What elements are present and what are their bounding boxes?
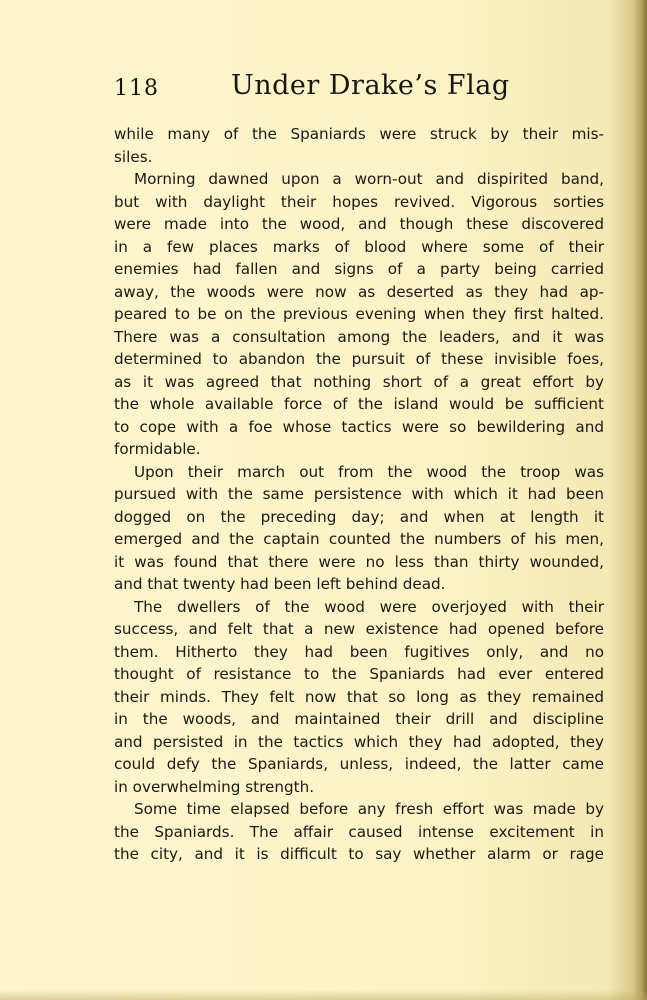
text-line: thought of resistance to the Spaniards had ever entered	[114, 665, 604, 683]
text-line: enemies had fallen and signs of a party being carried	[114, 260, 604, 278]
text-line: peared to be on the previous evening when they first halted.	[114, 305, 604, 323]
text-line: as it was agreed that nothing short of a great effort by	[114, 372, 604, 391]
text-line: Some time elapsed before any fresh effort was made by	[134, 800, 604, 818]
text-line: were made into the wood, and though these discovered	[114, 215, 604, 233]
text-line: but with daylight their hopes revived. Vigorous sorties	[114, 192, 604, 211]
running-head	[114, 70, 510, 110]
text-line: dogged on the preceding day; and when at length it	[114, 507, 604, 526]
text-line: Morning dawned upon a worn-out and dispirited band,	[134, 170, 604, 188]
book-title: Under Drake’s Flag	[231, 70, 510, 101]
text-line: in the woods, and maintained their drill and discipline	[114, 710, 604, 728]
page-bottom-shadow	[0, 990, 647, 1000]
text-line: it was found that there were no less than thirty wounded,	[114, 552, 604, 571]
text-line: them. Hitherto they had been fugitives only, and no	[114, 642, 604, 661]
body-text	[114, 123, 604, 866]
text-line: pursued with the same persistence with which it had been	[114, 485, 604, 503]
text-line: and that twenty had been left behind dead.	[114, 575, 446, 593]
text-line: the city, and it is difficult to say whether alarm or rage	[114, 845, 604, 863]
text-line: could defy the Spaniards, unless, indeed, the latter came	[114, 755, 604, 773]
text-line: determined to abandon the pursuit of these invisible foes,	[114, 350, 604, 368]
text-line: their minds. They felt now that so long as they remained	[114, 687, 604, 706]
text-line: success, and felt that a new existence had opened before	[114, 620, 604, 638]
text-line: away, the woods were now as deserted as they had ap-	[114, 282, 604, 301]
text-line: while many of the Spaniards were struck by their mis-	[114, 125, 604, 143]
text-line: emerged and the captain counted the numbers of his men,	[114, 530, 604, 548]
page-edge-shadow	[633, 0, 647, 1000]
text-line: the Spaniards. The affair caused intense excitement in	[114, 822, 604, 841]
page-number: 118	[114, 76, 159, 101]
text-line: formidable.	[114, 440, 201, 458]
text-line: The dwellers of the wood were overjoyed with their	[134, 597, 604, 616]
text-line: Upon their march out from the wood the troop was	[134, 462, 604, 481]
text-line: to cope with a foe whose tactics were so bewildering and	[114, 417, 604, 436]
text-line: the whole available force of the island would be sufficient	[114, 395, 604, 413]
text-line: siles.	[114, 147, 153, 166]
text-line: and persisted in the tactics which they had adopted, they	[114, 732, 604, 751]
text-line: in a few places marks of blood where some of their	[114, 237, 604, 256]
text-line: There was a consultation among the leaders, and it was	[114, 327, 604, 346]
text-line: in overwhelming strength.	[114, 777, 315, 796]
